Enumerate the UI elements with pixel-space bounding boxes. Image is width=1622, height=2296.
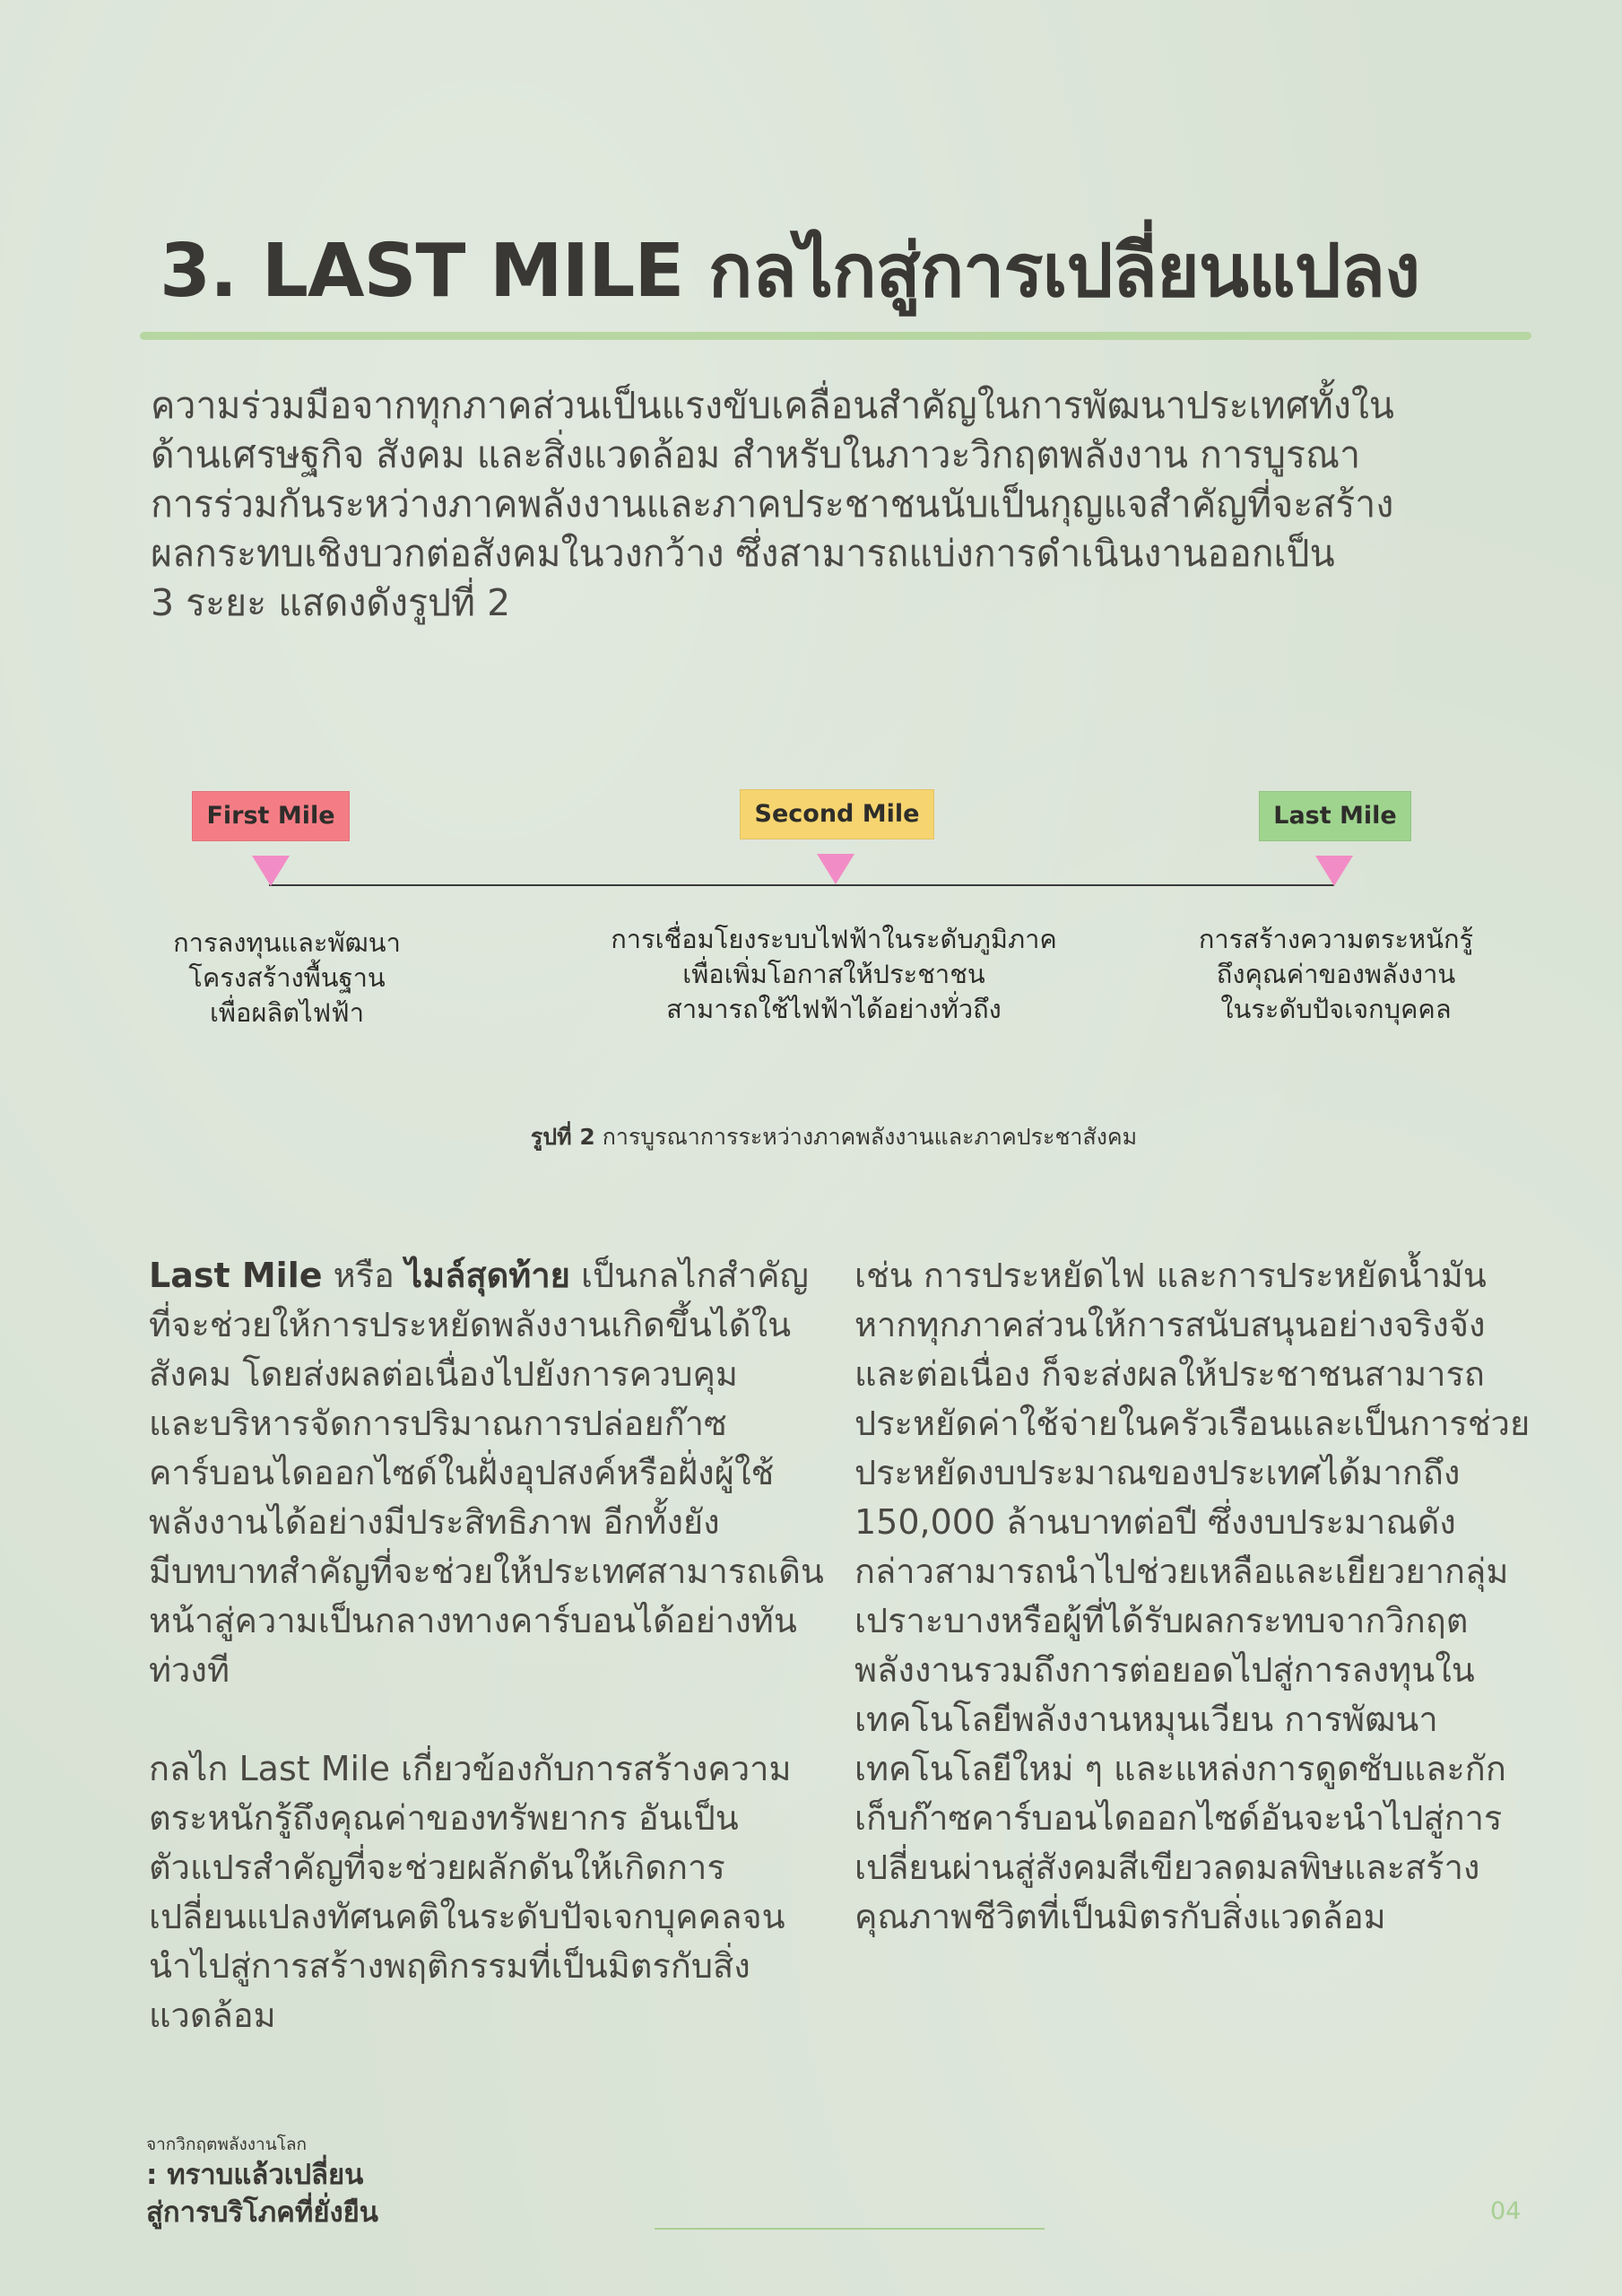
body-line: กล่าวสามารถนำไปช่วยเหลือและเยียวยากลุ่ม — [854, 1552, 1509, 1591]
body-line: ประหยัดค่าใช้จ่ายในครัวเรือนและเป็นการช่วย — [854, 1404, 1531, 1443]
description-line: เพื่อเพิ่มโอกาสให้ประชาชน — [682, 959, 985, 989]
intro-line: ด้านเศรษฐกิจ สังคม และสิ่งแวดล้อม สำหรับในภาวะวิกฤตพลังงาน การบูรณา — [151, 433, 1361, 476]
body-line: กลไก Last Mile เกี่ยวข้องกับการสร้างความ — [149, 1749, 792, 1788]
footer-series-label: จากวิกฤตพลังงานโลก — [146, 2135, 308, 2154]
intro-line: 3 ระยะ แสดงดังรูปที่ 2 — [151, 581, 511, 624]
body-line: พลังงานได้อย่างมีประสิทธิภาพ อีกทั้งยัง — [149, 1502, 720, 1542]
body-line: 150,000 ล้านบาทต่อปี ซึ่งงบประมาณดัง — [854, 1502, 1456, 1542]
description-line: การสร้างความตระหนักรู้ — [1198, 924, 1474, 954]
description-line: สามารถใช้ไฟฟ้าได้อย่างทั่วถึง — [666, 994, 1002, 1024]
second-mile-marker-icon — [817, 854, 854, 884]
figure-number: รูปที่ 2 — [530, 1124, 595, 1150]
figure-caption-text: การบูรณาการระหว่างภาคพลังงานและภาคประชาสังคม — [602, 1124, 1138, 1150]
right-column — [854, 1251, 1531, 1942]
footer-title-line: : ทราบแล้วเปลี่ยน — [146, 2159, 364, 2191]
inline-text: เป็นกลไกสำคัญ — [569, 1256, 809, 1295]
footer-divider — [655, 2228, 1045, 2230]
description-line: ในระดับปัจเจกบุคคล — [1220, 994, 1452, 1024]
intro-line: ความร่วมมือจากทุกภาคส่วนเป็นแรงขับเคลื่อนสำคัญในการพัฒนาประเทศทั้งใน — [151, 384, 1394, 427]
body-line: หน้าสู่ความเป็นกลางทางคาร์บอนได้อย่างทัน — [149, 1601, 797, 1640]
body-line: เก็บก๊าซคาร์บอนไดออกไซด์อันจะนำไปสู่การ — [854, 1798, 1503, 1838]
last-mile-marker-icon — [1315, 856, 1353, 886]
body-line: คาร์บอนไดออกไซด์ในฝั่งอุปสงค์หรือฝั่งผู้ใช้ — [149, 1453, 775, 1492]
body-line: และต่อเนื่อง ก็จะส่งผลให้ประชาชนสามารถ — [854, 1354, 1485, 1394]
second-mile-label: Second Mile — [740, 789, 934, 839]
second-mile-description — [574, 922, 1094, 1027]
description-line: โครงสร้างพื้นฐาน — [188, 962, 386, 993]
page-title: 3. LAST MILE กลไกสู่การเปลี่ยนแปลง — [160, 229, 1420, 314]
title-underline — [140, 332, 1531, 340]
body-line: เปราะบางหรือผู้ที่ได้รับผลกระทบจากวิกฤต — [854, 1601, 1469, 1640]
last-mile-label: Last Mile — [1259, 791, 1411, 841]
body-line: คุณภาพชีวิตที่เป็นมิตรกับสิ่งแวดล้อม — [854, 1897, 1386, 1936]
left-column — [149, 1251, 824, 2040]
timeline-axis — [269, 884, 1334, 886]
body-line: ตระหนักรู้ถึงคุณค่าของทรัพยากร อันเป็น — [149, 1798, 739, 1838]
body-line: แวดล้อม — [149, 1996, 276, 2035]
body-line: เปลี่ยนแปลงทัศนคติในระดับปัจเจกบุคคลจน — [149, 1897, 785, 1936]
description-line: การลงทุนและพัฒนา — [173, 927, 401, 958]
first-mile-description — [134, 926, 439, 1031]
bold-term: Last Mile — [149, 1256, 323, 1295]
inline-text: หรือ — [322, 1256, 405, 1295]
last-mile-description — [1148, 922, 1524, 1027]
bold-term: ไมล์สุดท้าย — [404, 1256, 570, 1295]
body-line: เปลี่ยนผ่านสู่สังคมสีเขียวลดมลพิษและสร้าง — [854, 1848, 1480, 1887]
body-line: สังคม โดยส่งผลต่อเนื่องไปยังการควบคุม — [149, 1354, 738, 1394]
intro-paragraph — [151, 381, 1531, 628]
first-mile-marker-icon — [252, 856, 290, 886]
body-line: มีบทบาทสำคัญที่จะช่วยให้ประเทศสามารถเดิน — [149, 1552, 824, 1591]
body-line: เช่น การประหยัดไฟ และการประหยัดน้ำมัน — [854, 1256, 1487, 1295]
body-line: ตัวแปรสำคัญที่จะช่วยผลักดันให้เกิดการ — [149, 1848, 725, 1887]
body-line: พลังงานรวมถึงการต่อยอดไปสู่การลงทุนใน — [854, 1650, 1475, 1690]
figure-caption — [359, 1119, 1309, 1155]
page-number: 04 — [1490, 2197, 1522, 2225]
description-line: เพื่อผลิตไฟฟ้า — [210, 997, 364, 1028]
body-line: ประหยัดงบประมาณของประเทศได้มากถึง — [854, 1453, 1461, 1492]
paragraph-gap — [149, 1695, 821, 1744]
intro-line: การร่วมกันระหว่างภาคพลังงานและภาคประชาชนนับเป็นกุญแจสำคัญที่จะสร้าง — [151, 483, 1394, 526]
first-mile-label: First Mile — [192, 791, 350, 841]
intro-line: ผลกระทบเชิงบวกต่อสังคมในวงกว้าง ซึ่งสามารถแบ่งการดำเนินงานออกเป็น — [151, 532, 1335, 575]
body-line: หากทุกภาคส่วนให้การสนับสนุนอย่างจริงจัง — [854, 1305, 1486, 1344]
body-line: ท่วงที — [149, 1650, 230, 1690]
footer-publication-title — [146, 2156, 378, 2231]
body-line: เทคโนโลยีใหม่ ๆ และแหล่งการดูดซับและกัก — [854, 1749, 1506, 1788]
body-line: นำไปสู่การสร้างพฤติกรรมที่เป็นมิตรกับสิ่ง — [149, 1946, 750, 1986]
body-line: เทคโนโลยีพลังงานหมุนเวียน การพัฒนา — [854, 1700, 1438, 1739]
body-line — [149, 1251, 821, 1300]
description-line: ถึงคุณค่าของพลังงาน — [1216, 959, 1456, 989]
footer-title-line: สู่การบริโภคที่ยั่งยืน — [146, 2196, 378, 2229]
body-line: ที่จะช่วยให้การประหยัดพลังงานเกิดขึ้นได้ใน — [149, 1305, 792, 1344]
body-line: และบริหารจัดการปริมาณการปล่อยก๊าซ — [149, 1404, 727, 1443]
description-line: การเชื่อมโยงระบบไฟฟ้าในระดับภูมิภาค — [611, 924, 1057, 954]
